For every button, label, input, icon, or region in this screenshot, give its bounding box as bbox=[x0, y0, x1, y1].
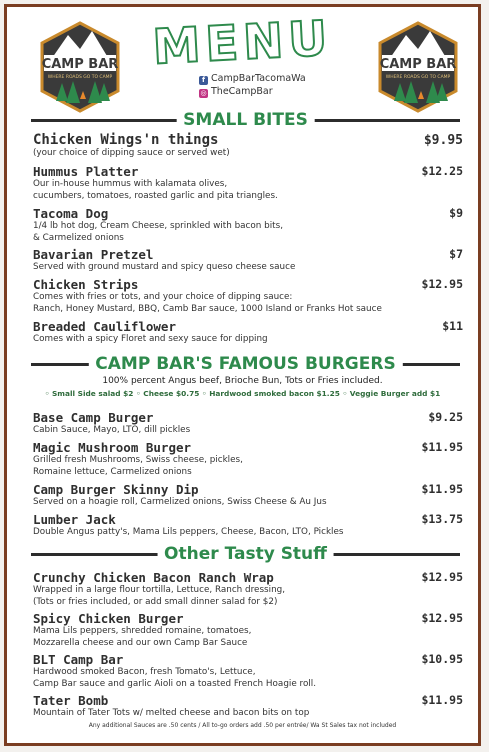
item-name: Crunchy Chicken Bacon Ranch Wrap bbox=[33, 570, 274, 585]
item-desc: (Tots or fries included, or add small dinner salad for $2) bbox=[33, 596, 278, 607]
item-desc: 1/4 lb hot dog, Cream Cheese, sprinkled with bacon bits, bbox=[33, 221, 284, 231]
menu-item bbox=[33, 611, 463, 649]
logo-tagline: WHERE ROADS GO TO CAMP bbox=[47, 75, 113, 80]
item-name: Tater Bomb bbox=[33, 693, 109, 708]
facebook-icon: f bbox=[199, 76, 208, 85]
section-title: Other Tasty Stuff bbox=[157, 543, 334, 565]
section-title: CAMP BAR'S FAMOUS BURGERS bbox=[88, 353, 402, 375]
burgers-addons: ◦ Small Side salad $2 ◦ Cheese $0.75 ◦ Hardwood smoked bacon $1.25 ◦ Veggie Burger add $1 bbox=[44, 389, 441, 398]
menu-item bbox=[33, 410, 463, 437]
menu-item bbox=[33, 319, 463, 346]
item-price: $9 bbox=[449, 206, 463, 220]
instagram-handle[interactable] bbox=[199, 86, 273, 98]
menu-item bbox=[33, 693, 463, 720]
item-desc: Wrapped in a large flour tortilla, Lettuce, Ranch dressing, bbox=[33, 585, 286, 595]
item-desc: Double Angus patty's, Mama Lils peppers, Cheese, Bacon, LTO, Pickles bbox=[33, 527, 344, 537]
item-price: $13.75 bbox=[421, 512, 463, 526]
item-price: $12.95 bbox=[421, 611, 463, 625]
item-price: $11.95 bbox=[421, 693, 463, 707]
item-desc: Our in-house hummus with kalamata olives, bbox=[33, 179, 228, 189]
menu-item bbox=[33, 652, 463, 690]
item-name: Breaded Cauliflower bbox=[33, 319, 176, 334]
menu-item bbox=[33, 133, 463, 160]
item-price: $12.95 bbox=[421, 570, 463, 584]
item-name: Magic Mushroom Burger bbox=[33, 440, 192, 455]
section-title: SMALL BITES bbox=[176, 109, 315, 131]
item-price: $7 bbox=[449, 247, 463, 261]
item-price: $9.95 bbox=[423, 133, 463, 148]
item-desc: Comes with a spicy Floret and sexy sauce for dipping bbox=[33, 334, 268, 344]
item-price: $10.95 bbox=[421, 652, 463, 666]
section-other bbox=[31, 543, 460, 565]
item-desc: cucumbers, tomatoes, roasted garlic and pita triangles. bbox=[33, 190, 278, 201]
item-price: $9.25 bbox=[428, 410, 463, 424]
item-desc: Camp Bar sauce and garlic Aioli on a toasted French Hoagie roll. bbox=[33, 678, 317, 689]
item-price: $11 bbox=[442, 319, 463, 333]
section-small-bites bbox=[31, 109, 460, 131]
menu-page bbox=[4, 4, 481, 746]
footer-note: Any additional Sauces are .50 cents / All to-go orders add .50 per entrée/ Wa St Sales tax not included bbox=[88, 722, 397, 729]
logo-name: CAMP BAR bbox=[379, 57, 457, 72]
item-name: Bavarian Pretzel bbox=[33, 247, 154, 262]
logo-name: CAMP BAR bbox=[41, 57, 119, 72]
item-name: Chicken Wings'n things bbox=[33, 132, 219, 148]
item-desc: Served with ground mustard and spicy queso cheese sauce bbox=[33, 262, 296, 272]
item-name: Hummus Platter bbox=[33, 164, 139, 179]
item-desc: Mountain of Tater Tots w/ melted cheese and bacon bits on top bbox=[33, 708, 310, 718]
menu-item bbox=[33, 512, 463, 539]
facebook-handle[interactable] bbox=[199, 73, 306, 85]
item-desc: Romaine lettuce, Carmelized onions bbox=[33, 466, 192, 477]
instagram-text: TheCampBar bbox=[211, 86, 273, 97]
menu-item bbox=[33, 570, 463, 608]
item-desc: Served on a hoagie roll, Carmelized onions, Swiss Cheese & Au Jus bbox=[33, 497, 327, 507]
item-desc: Hardwood smoked Bacon, fresh Tomato's, Lettuce, bbox=[33, 667, 256, 677]
menu-item bbox=[33, 206, 463, 244]
item-name: Tacoma Dog bbox=[33, 206, 109, 221]
instagram-icon: ◎ bbox=[200, 89, 207, 97]
item-desc: & Carmelized onions bbox=[33, 232, 124, 243]
item-price: $11.95 bbox=[421, 440, 463, 454]
item-desc: Mama Lils peppers, shredded romaine, tomatoes, bbox=[33, 626, 252, 636]
item-name: Spicy Chicken Burger bbox=[33, 611, 184, 626]
burgers-intro: 100% percent Angus beef, Brioche Bun, Tots or Fries included. bbox=[102, 376, 383, 386]
menu-item bbox=[33, 277, 463, 315]
item-desc: Cabin Sauce, Mayo, LTO, dill pickles bbox=[33, 425, 191, 435]
item-desc: Mozzarella cheese and our own Camp Bar Sauce bbox=[33, 637, 248, 648]
item-name: Lumber Jack bbox=[33, 512, 116, 527]
menu-item bbox=[33, 164, 463, 202]
item-price: $12.95 bbox=[421, 277, 463, 291]
facebook-text: CampBarTacomaWa bbox=[211, 73, 306, 84]
item-desc: Comes with fries or tots, and your choice of dipping sauce: bbox=[33, 292, 293, 302]
item-price: $12.25 bbox=[421, 164, 463, 178]
menu-item bbox=[33, 247, 463, 274]
item-desc: Ranch, Honey Mustard, BBQ, Camb Bar sauce, 1000 Island or Franks Hot sauce bbox=[33, 303, 382, 314]
item-desc: (your choice of dipping sauce or served wet) bbox=[33, 148, 230, 158]
logo-tagline: WHERE ROADS GO TO CAMP bbox=[385, 75, 451, 80]
item-name: BLT Camp Bar bbox=[33, 652, 124, 667]
item-price: $11.95 bbox=[421, 482, 463, 496]
menu-title: MENU bbox=[151, 10, 334, 76]
menu-item bbox=[33, 482, 463, 509]
item-name: Chicken Strips bbox=[33, 277, 139, 292]
item-desc: Grilled fresh Mushrooms, Swiss cheese, pickles, bbox=[33, 455, 243, 465]
item-name: Base Camp Burger bbox=[33, 410, 154, 425]
item-name: Camp Burger Skinny Dip bbox=[33, 482, 199, 497]
menu-item bbox=[33, 440, 463, 478]
section-burgers bbox=[31, 353, 460, 375]
